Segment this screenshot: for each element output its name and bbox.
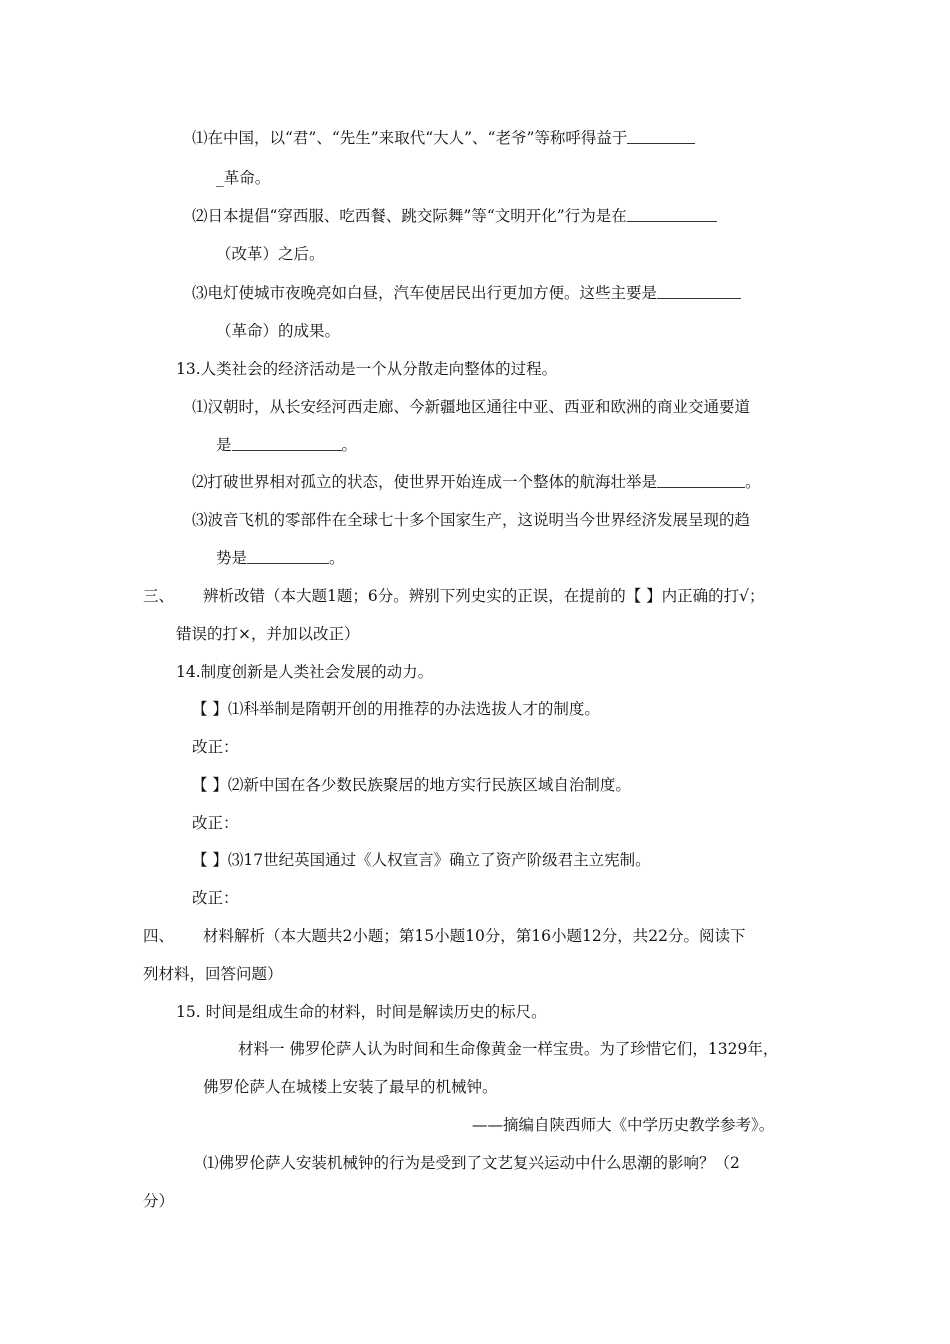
q14-item3[interactable]: 【 】⑶17世纪英国通过《人权宣言》确立了资产阶级君主立宪制。 (192, 851, 651, 869)
q13-part3-line2 (216, 548, 345, 568)
section4-number: 四、 (143, 927, 175, 945)
q15-material1-source: ——摘编自陕西师大《中学历史教学参考》。 (472, 1116, 775, 1134)
q13-part3-answer-blank[interactable] (247, 548, 329, 564)
q13-part1-answer-blank[interactable] (232, 435, 342, 451)
q12-part2-answer-blank[interactable] (627, 206, 717, 222)
q15-stem: 15. 时间是组成生命的材料，时间是解读历史的标尺。 (176, 1003, 547, 1021)
section3-number: 三、 (143, 587, 175, 605)
q15-material1-line2: 佛罗伦萨人在城楼上安装了最早的机械钟。 (203, 1078, 498, 1096)
q15-question1-line2: 分） (143, 1192, 175, 1210)
q14-stem: 14.制度创新是人类社会发展的动力。 (176, 663, 434, 681)
q13-part1-prefix: 是 (216, 436, 232, 454)
q13-part1-suffix: 。 (341, 436, 358, 454)
q15-material1-line1: 材料一 佛罗伦萨人认为时间和生命像黄金一样宝贵。为了珍惜它们，1329年， (238, 1040, 779, 1058)
section4-heading-cont: 列材料，回答问题） (143, 965, 283, 983)
q13-part2-answer-blank[interactable] (657, 472, 745, 488)
q12-part1-line1 (192, 128, 695, 148)
q13-part3-prefix: 势是 (216, 549, 248, 567)
q12-part3-answer-blank[interactable] (657, 283, 741, 299)
q13-part3-line1: ⑶波音飞机的零部件在全球七十多个国家生产，这说明当今世界经济发展呈现的趋 (192, 511, 751, 529)
q14-item2-correction: 改正： (192, 814, 239, 832)
q14-item2[interactable]: 【 】⑵新中国在各少数民族聚居的地方实行民族区域自治制度。 (192, 776, 631, 794)
q12-part3-line1 (192, 283, 741, 303)
q12-part3-text: ⑶电灯使城市夜晚亮如白昼，汽车使居民出行更加方便。这些主要是 (192, 284, 658, 302)
q13-part2-suffix: 。 (745, 473, 761, 491)
q12-part3-line2: （革命）的成果。 (216, 322, 341, 340)
q12-part2-line1 (192, 206, 717, 226)
q13-stem: 13.人类社会的经济活动是一个从分散走向整体的过程。 (176, 360, 558, 378)
q12-part1-text: ⑴在中国，以“君”、“先生”来取代“大人”、“老爷”等称呼得益于 (192, 129, 628, 147)
q12-part2-text: ⑵日本提倡“穿西服、吃西餐、跳交际舞”等“文明开化”行为是在 (192, 207, 627, 225)
q15-question1-line1: ⑴佛罗伦萨人安装机械钟的行为是受到了文艺复兴运动中什么思潮的影响？（2 (203, 1154, 740, 1172)
q13-part1-line2 (216, 435, 357, 455)
q13-part2 (192, 472, 761, 492)
q13-part2-text: ⑵打破世界相对孤立的状态，使世界开始连成一个整体的航海壮举是 (192, 473, 658, 491)
q14-item1[interactable]: 【 】⑴科举制是隋朝开创的用推荐的办法选拔人才的制度。 (192, 700, 600, 718)
q13-part3-suffix: 。 (329, 549, 345, 567)
q12-part2-line2: （改革）之后。 (216, 245, 325, 263)
section3-heading: 辨析改错（本大题1题；6分。辨别下列史实的正误，在提前的【 】内正确的打√； (203, 587, 765, 605)
q13-part1-line1: ⑴汉朝时，从长安经河西走廊、今新疆地区通往中亚、西亚和欧洲的商业交通要道 (192, 398, 751, 416)
section3-heading-cont: 错误的打×，并加以改正） (176, 625, 360, 643)
section4-heading: 材料解析（本大题共2小题；第15小题10分，第16小题12分，共22分。阅读下 (203, 927, 746, 945)
q14-item1-correction: 改正： (192, 738, 239, 756)
q12-part1-answer-blank[interactable] (627, 128, 695, 144)
q14-item3-correction: 改正： (192, 889, 239, 907)
q12-part1-line2: _革命。 (216, 169, 271, 187)
